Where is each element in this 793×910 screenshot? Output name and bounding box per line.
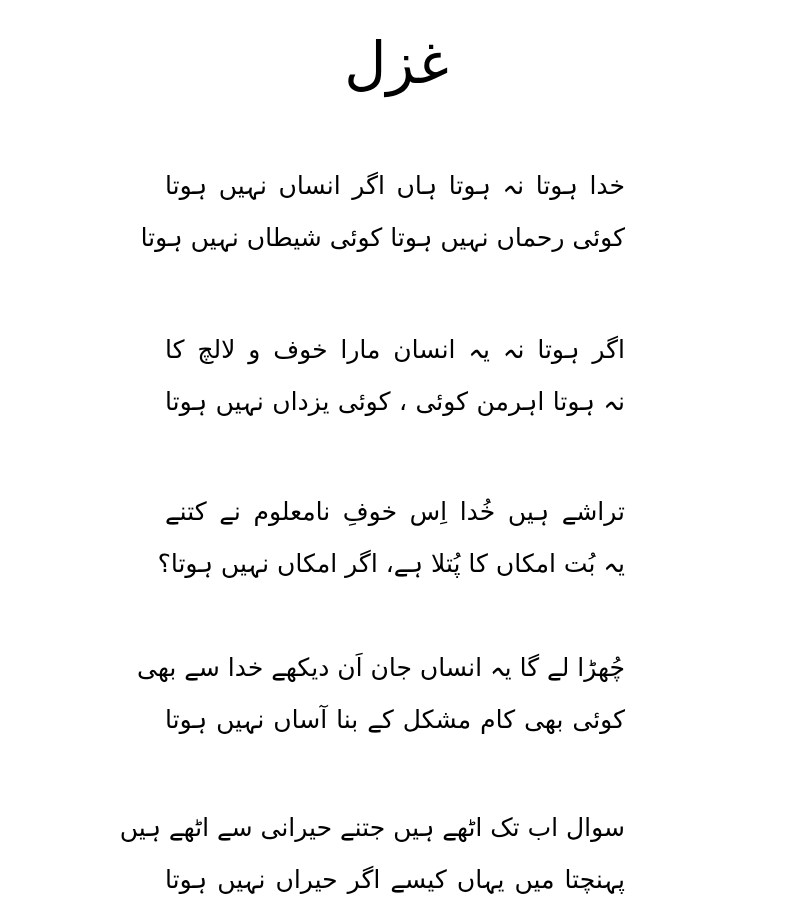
stanza-4: [136, 646, 625, 750]
verse-line: کوئی بھی کام مشکل کے بنا آساں نہیں ہوتا: [165, 705, 625, 734]
verse-line: چُھڑا لے گا یہ انساں جان اَن دیکھے خدا سے بھی: [136, 653, 625, 682]
verse-line: خدا ہوتا نہ ہوتا ہاں اگر انساں نہیں ہوتا: [165, 171, 625, 200]
verse-line: پہنچتا میں یہاں کیسے اگر حیراں نہیں ہوتا: [165, 865, 625, 894]
verse-line: کوئی رحماں نہیں ہوتا کوئی شیطاں نہیں ہوتا: [140, 223, 625, 252]
stanza-3: [157, 490, 625, 594]
stanza-1: [140, 164, 625, 268]
verse-line: تراشے ہیں خُدا اِس خوفِ نامعلوم نے کتنے: [165, 497, 625, 526]
stanza-5: [119, 806, 625, 910]
verse-line: سوال اب تک اٹھے ہیں جتنے حیرانی سے اٹھے ہیں: [119, 813, 625, 842]
poem-title: غزل: [344, 29, 449, 97]
verse-line: یہ بُت امکاں کا پُتلا ہے، اگر امکاں نہیں ہوتا؟: [157, 549, 625, 578]
stanza-2: [165, 328, 625, 432]
verse-line: اگر ہوتا نہ یہ انسان مارا خوف و لالچ کا: [165, 335, 625, 364]
verse-line: نہ ہوتا اہرمن کوئی ، کوئی یزداں نہیں ہوتا: [165, 387, 625, 416]
